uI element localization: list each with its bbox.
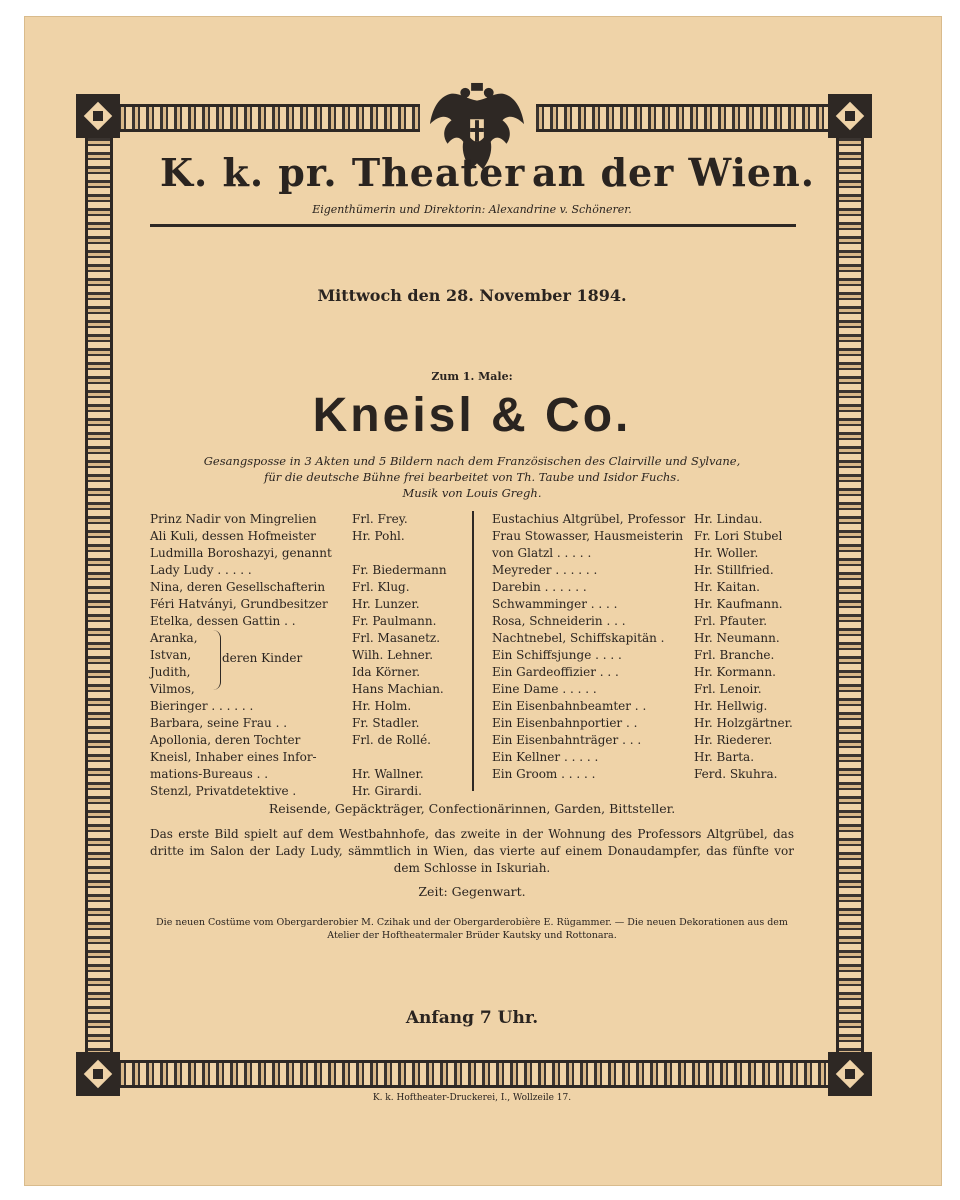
cast-row [150, 579, 468, 596]
frame-corner-bl [76, 1052, 120, 1096]
cast-actor: Hans Machian. [352, 682, 444, 696]
brace-label: deren Kinder [222, 651, 303, 665]
brace [212, 630, 221, 690]
cast-row [150, 766, 468, 783]
cast-actor: Frl. Klug. [352, 580, 410, 594]
description-line-2: für die deutsche Bühne frei bearbeitet von Th. Taube und Isidor Fuchs. [264, 470, 680, 484]
cast-actor: Hr. Kormann. [694, 665, 776, 679]
cast-actor: Fr. Biedermann [352, 563, 447, 577]
cast-role: Darebin . . . . . . [492, 580, 587, 594]
cast-role: Apollonia, deren Tochter [150, 733, 301, 747]
cast-role: Nina, deren Gesellschafterin [150, 580, 326, 594]
theater-title-right: an der Wien. [532, 150, 815, 195]
cast-actor: Hr. Woller. [694, 546, 759, 560]
cast-row [150, 783, 468, 800]
cast-row [150, 749, 468, 766]
performance-date: Mittwoch den 28. November 1894. [317, 286, 627, 305]
frame-corner-br [828, 1052, 872, 1096]
cast-row [150, 545, 468, 562]
cast-actor: Wilh. Lehner. [352, 648, 434, 662]
cast-row [492, 630, 802, 647]
cast-row [492, 528, 802, 545]
scenes-paragraph: Das erste Bild spielt auf dem Westbahnhofe, das zweite in der Wohnung des Professors Altgrübel, das dritte im Salon der Lady Ludy, sämmtlich in Wien, das vierte auf einem Donaudampfer, das fünfte vor dem Schlosse in Iskuriah. [150, 827, 794, 875]
cast-actor: Hr. Hellwig. [694, 699, 768, 713]
cast-role: mations-Bureaus . . [150, 767, 269, 781]
cast-row [492, 647, 802, 664]
cast-role: Kneisl, Inhaber eines Infor- [150, 750, 317, 764]
cast-actor: Hr. Lunzer. [352, 597, 420, 611]
cast-role: Ali Kuli, dessen Hofmeister [150, 529, 316, 543]
cast-role: Barbara, seine Frau . . [150, 716, 288, 730]
cast-actor: Fr. Lori Stubel [694, 529, 783, 543]
cast-row [492, 613, 802, 630]
cast-row [492, 511, 802, 528]
cast-role: Frau Stowasser, Hausmeisterin [492, 529, 684, 543]
description-line-3: Musik von Louis Gregh. [402, 486, 542, 500]
cast-row [150, 562, 468, 579]
start-time: Anfang 7 Uhr. [405, 1008, 539, 1028]
cast-row [492, 562, 802, 579]
cast-role: Ein Kellner . . . . . [492, 750, 599, 764]
cast-role: Aranka, [150, 631, 198, 645]
cast-list-left [150, 511, 468, 800]
cast-actor: Hr. Lindau. [694, 512, 763, 526]
frame-corner-tl [76, 94, 120, 138]
cast-actor: Hr. Holm. [352, 699, 412, 713]
time-line: Zeit: Gegenwart. [418, 884, 526, 899]
cast-row [492, 698, 802, 715]
credits-paragraph: Die neuen Costüme vom Obergarderobier M. Czihak und der Obergarderobière E. Rügammer. — Die neuen Dekorationen aus dem Atelier der Hoftheatermaler Brüder Kautsky und Rottonara. [156, 917, 788, 941]
cast-actor: Ferd. Skuhra. [694, 767, 778, 781]
cast-role: Schwamminger . . . . [492, 597, 618, 611]
cast-row [150, 596, 468, 613]
cast-role: Féri Hatványi, Grundbesitzer [150, 597, 328, 611]
cast-actor: Frl. Pfauter. [694, 614, 768, 628]
cast-actor: Hr. Neumann. [694, 631, 780, 645]
cast-list-right [492, 511, 802, 783]
cast-role: von Glatzl . . . . . [492, 546, 592, 560]
cast-actor: Frl. Frey. [352, 512, 408, 526]
cast-actor: Hr. Kaufmann. [694, 597, 783, 611]
cast-role: Istvan, [150, 648, 192, 662]
frame-corner-tr [828, 94, 872, 138]
cast-actor: Fr. Paulmann. [352, 614, 437, 628]
cast-row [492, 579, 802, 596]
printer-line: K. k. Hoftheater-Druckerei, I., Wollzeile 17. [372, 1093, 572, 1103]
column-divider [472, 511, 474, 791]
description-line-1: Gesangsposse in 3 Akten und 5 Bildern nach dem Französischen des Clairville und Sylvane, [203, 454, 741, 468]
cast-role: Lady Ludy . . . . . [150, 563, 252, 577]
cast-role: Bieringer . . . . . . [150, 699, 254, 713]
extras-line: Reisende, Gepäckträger, Confectionärinnen, Garden, Bittsteller. [268, 801, 676, 816]
cast-actor: Hr. Kaitan. [694, 580, 760, 594]
cast-actor: Fr. Stadler. [352, 716, 420, 730]
cast-row [492, 596, 802, 613]
cast-role: Ein Gardeoffizier . . . [492, 665, 619, 679]
cast-role: Stenzl, Privatdetektive . [150, 784, 297, 798]
cast-actor: Frl. Branche. [694, 648, 775, 662]
cast-role: Ludmilla Boroshazyi, genannt [150, 546, 332, 560]
cast-role: Meyreder . . . . . . [492, 563, 598, 577]
cast-role: Ein Schiffsjunge . . . . [492, 648, 622, 662]
cast-actor: Hr. Girardi. [352, 784, 422, 798]
cast-row [150, 528, 468, 545]
frame-left [85, 138, 113, 1052]
cast-row [492, 545, 802, 562]
cast-row [150, 664, 468, 681]
cast-actor: Hr. Riederer. [694, 733, 773, 747]
cast-row [150, 511, 468, 528]
cast-role: Nachtnebel, Schiffskapitän . [492, 631, 665, 645]
cast-role: Etelka, dessen Gattin . . [150, 614, 296, 628]
play-title: Kneisl & Co. [312, 389, 632, 442]
cast-actor: Ida Körner. [352, 665, 421, 679]
cast-row [150, 715, 468, 732]
cast-row [150, 647, 468, 664]
cast-actor: Hr. Pohl. [352, 529, 405, 543]
frame-bottom [118, 1060, 828, 1088]
cast-row [150, 732, 468, 749]
first-performance-label: Zum 1. Male: [431, 370, 513, 383]
cast-row [150, 613, 468, 630]
cast-row [492, 715, 802, 732]
frame-top-right [536, 104, 828, 132]
cast-actor: Frl. Lenoir. [694, 682, 762, 696]
cast-row [492, 732, 802, 749]
cast-role: Ein Eisenbahnportier . . [492, 716, 638, 730]
cast-actor: Frl. de Rollé. [352, 733, 431, 747]
cast-role: Rosa, Schneiderin . . . [492, 614, 626, 628]
cast-role: Prinz Nadir von Mingrelien [150, 512, 317, 526]
owner-line: Eigenthümerin und Direktorin: Alexandrine v. Schönerer. [312, 203, 632, 216]
cast-actor: Hr. Barta. [694, 750, 755, 764]
cast-row [150, 630, 468, 647]
cast-actor: Hr. Stillfried. [694, 563, 774, 577]
cast-row [492, 664, 802, 681]
cast-row [150, 698, 468, 715]
cast-role: Eustachius Altgrübel, Professor [492, 512, 686, 526]
cast-actor: Hr. Holzgärtner. [694, 716, 793, 730]
cast-role: Ein Groom . . . . . [492, 767, 596, 781]
header-rule [150, 224, 796, 227]
cast-row [492, 681, 802, 698]
frame-top-left [118, 104, 420, 132]
frame-right [836, 138, 864, 1052]
cast-row [492, 766, 802, 783]
cast-role: Ein Eisenbahnträger . . . [492, 733, 642, 747]
theater-title-left: K. k. pr. Theater [160, 150, 526, 195]
cast-row [150, 681, 468, 698]
cast-role: Vilmos, [150, 682, 195, 696]
cast-row [492, 749, 802, 766]
cast-role: Ein Eisenbahnbeamter . . [492, 699, 647, 713]
cast-role: Judith, [150, 665, 191, 679]
cast-actor: Hr. Wallner. [352, 767, 424, 781]
cast-actor: Frl. Masanetz. [352, 631, 441, 645]
cast-role: Eine Dame . . . . . [492, 682, 597, 696]
